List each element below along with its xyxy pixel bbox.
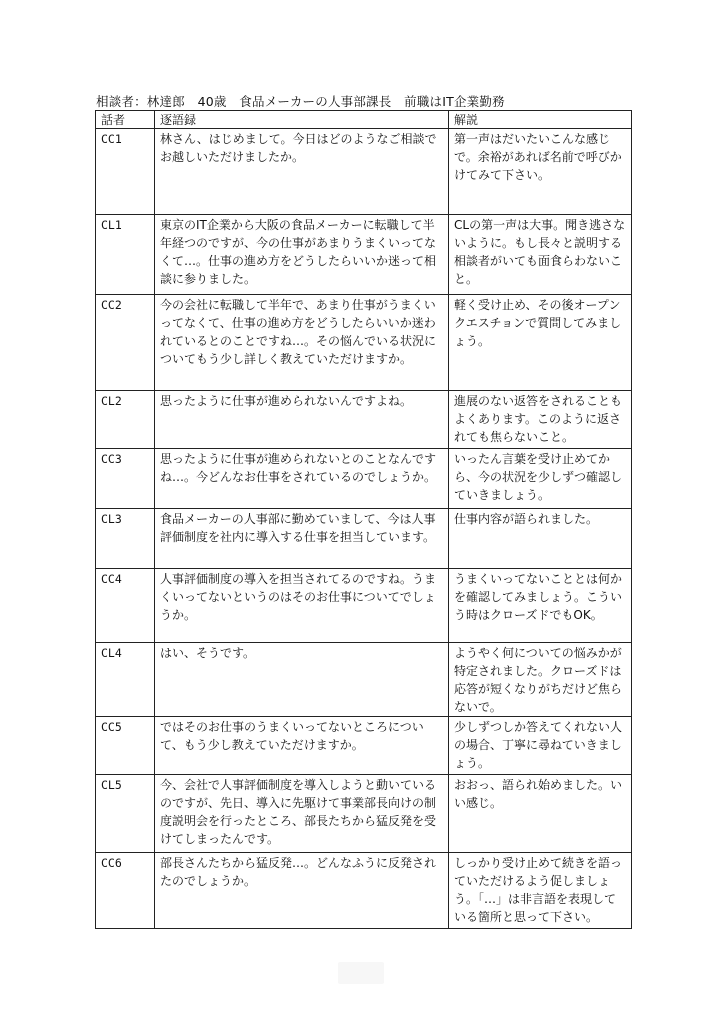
transcript-cell: 東京のIT企業から大阪の食品メーカーに転職して半年経つのですが、今の仕事があまりうまくいってなくて…。仕事の進め方をどうしたらいいか迷って相談に参りました。 bbox=[155, 215, 449, 295]
comment-cell: 仕事内容が語られました。 bbox=[449, 509, 632, 569]
comment-cell: ようやく何についての悩みかが特定されました。クローズドは応答が短くなりがちだけど焦らないで。 bbox=[449, 643, 632, 717]
table-header-row bbox=[96, 111, 632, 129]
transcript-cell: 今の会社に転職して半年で、あまり仕事がうまくいってなくて、仕事の進め方をどうしたらいいか迷われているとのことですね…。その悩んでいる状況についてもう少し詳しく教えていただけますか。 bbox=[155, 295, 449, 391]
speaker-cell: CC4 bbox=[96, 569, 155, 643]
speaker-cell: CC2 bbox=[96, 295, 155, 391]
speaker-cell: CL5 bbox=[96, 775, 155, 853]
comment-cell: いったん言葉を受け止めてから、今の状況を少しずつ確認していきましょう。 bbox=[449, 449, 632, 509]
speaker-cell: CL3 bbox=[96, 509, 155, 569]
consultee-profile-heading: 相談者：林達郎 40歳 食品メーカーの人事部課長 前職はIT企業勤務 bbox=[96, 94, 505, 109]
table-row bbox=[96, 295, 632, 391]
comment-column-header: 解説 bbox=[449, 111, 632, 129]
comment-cell: おおっ、語られ始めました。いい感じ。 bbox=[449, 775, 632, 853]
table-row bbox=[96, 449, 632, 509]
speaker-column-header: 話者 bbox=[96, 111, 155, 129]
table-row bbox=[96, 569, 632, 643]
comment-cell: うまくいってないこととは何かを確認してみましょう。こういう時はクローズドでもOK。 bbox=[449, 569, 632, 643]
transcript-cell: はい、そうです。 bbox=[155, 643, 449, 717]
table-row bbox=[96, 775, 632, 853]
transcript-cell: 思ったように仕事が進められないんですよね。 bbox=[155, 391, 449, 449]
comment-cell: しっかり受け止めて続きを語っていただけるよう促しましょう。「…」は非言語を表現している箇所と思って下さい。 bbox=[449, 853, 632, 929]
comment-cell: CLの第一声は大事。聞き逃さないように。もし長々と説明する相談者がいても面食らわないこと。 bbox=[449, 215, 632, 295]
speaker-cell: CC6 bbox=[96, 853, 155, 929]
transcript-cell: ではそのお仕事のうまくいってないところについて、もう少し教えていただけますか。 bbox=[155, 717, 449, 775]
table-row bbox=[96, 391, 632, 449]
transcript-cell: 思ったように仕事が進められないとのことなんですね…。今どんなお仕事をされているのでしょうか。 bbox=[155, 449, 449, 509]
table-row bbox=[96, 509, 632, 569]
speaker-cell: CL4 bbox=[96, 643, 155, 717]
comment-cell: 軽く受け止め、その後オープンクエスチョンで質問してみましょう。 bbox=[449, 295, 632, 391]
comment-cell: 進展のない返答をされることもよくあります。このように返されても焦らないこと。 bbox=[449, 391, 632, 449]
counseling-transcript-table bbox=[95, 110, 632, 929]
comment-cell: 第一声はだいたいこんな感じで。余裕があれば名前で呼びかけてみて下さい。 bbox=[449, 129, 632, 215]
transcript-cell: 部長さんたちから猛反発…。どんなふうに反発されたのでしょうか。 bbox=[155, 853, 449, 929]
table-row bbox=[96, 129, 632, 215]
speaker-cell: CL1 bbox=[96, 215, 155, 295]
speaker-cell: CC5 bbox=[96, 717, 155, 775]
table-row bbox=[96, 215, 632, 295]
transcript-cell: 食品メーカーの人事部に勤めていまして、今は人事評価制度を社内に導入する仕事を担当しています。 bbox=[155, 509, 449, 569]
transcript-cell: 林さん、はじめまして。今日はどのようなご相談でお越しいただけましたか。 bbox=[155, 129, 449, 215]
speaker-cell: CL2 bbox=[96, 391, 155, 449]
table-row bbox=[96, 717, 632, 775]
speaker-cell: CC1 bbox=[96, 129, 155, 215]
speaker-cell: CC3 bbox=[96, 449, 155, 509]
transcript-cell: 人事評価制度の導入を担当されてるのですね。うまくいってないというのはそのお仕事についてでしょうか。 bbox=[155, 569, 449, 643]
transcript-column-header: 逐語録 bbox=[155, 111, 449, 129]
table-row bbox=[96, 853, 632, 929]
comment-cell: 少しずつしか答えてくれない人の場合、丁寧に尋ねていきましょう。 bbox=[449, 717, 632, 775]
table-row bbox=[96, 643, 632, 717]
transcript-cell: 今、会社で人事評価制度を導入しようと動いているのですが、先日、導入に先駆けて事業部長向けの制度説明会を行ったところ、部長たちから猛反発を受けてしまったんです。 bbox=[155, 775, 449, 853]
page-number-box bbox=[338, 962, 384, 984]
